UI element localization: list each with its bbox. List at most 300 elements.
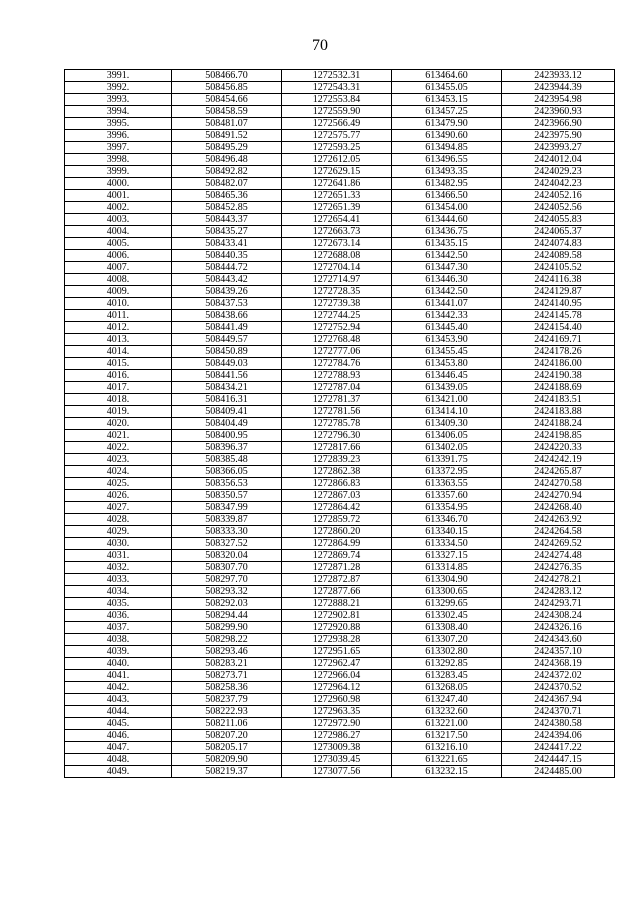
table-row: [65, 562, 615, 574]
x2-coordinate-cell: 613444.60: [392, 214, 502, 226]
y-coordinate-cell: 1272938.28: [282, 634, 392, 646]
x-coordinate-cell: 508294.44: [172, 610, 282, 622]
y2-coordinate-cell: 2424129.87: [502, 286, 615, 298]
x2-coordinate-cell: 613300.65: [392, 586, 502, 598]
x2-coordinate-cell: 613304.90: [392, 574, 502, 586]
y2-coordinate-cell: 2424105.52: [502, 262, 615, 274]
page-number: 70: [312, 37, 328, 54]
x2-coordinate-cell: 613232.15: [392, 766, 502, 778]
x2-coordinate-cell: 613421.00: [392, 394, 502, 406]
point-number-cell: 4033.: [65, 574, 172, 586]
y-coordinate-cell: 1272817.66: [282, 442, 392, 454]
table-row: [65, 670, 615, 682]
y2-coordinate-cell: 2424417.22: [502, 742, 615, 754]
x-coordinate-cell: 508222.93: [172, 706, 282, 718]
x-coordinate-cell: 508450.89: [172, 346, 282, 358]
table-row: [65, 646, 615, 658]
x2-coordinate-cell: 613221.65: [392, 754, 502, 766]
y-coordinate-cell: 1272654.41: [282, 214, 392, 226]
y-coordinate-cell: 1272860.20: [282, 526, 392, 538]
x2-coordinate-cell: 613455.05: [392, 82, 502, 94]
point-number-cell: 4031.: [65, 550, 172, 562]
point-number-cell: 4010.: [65, 298, 172, 310]
y-coordinate-cell: 1272867.03: [282, 490, 392, 502]
point-number-cell: 4020.: [65, 418, 172, 430]
table-row: [65, 142, 615, 154]
y-coordinate-cell: 1272739.38: [282, 298, 392, 310]
table-row: [65, 118, 615, 130]
x2-coordinate-cell: 613436.75: [392, 226, 502, 238]
y-coordinate-cell: 1272777.06: [282, 346, 392, 358]
x2-coordinate-cell: 613453.15: [392, 94, 502, 106]
table-row: [65, 754, 615, 766]
table-row: [65, 502, 615, 514]
x2-coordinate-cell: 613402.05: [392, 442, 502, 454]
point-number-cell: 4046.: [65, 730, 172, 742]
y-coordinate-cell: 1272788.93: [282, 370, 392, 382]
point-number-cell: 3996.: [65, 130, 172, 142]
x-coordinate-cell: 508440.35: [172, 250, 282, 262]
y2-coordinate-cell: 2424269.52: [502, 538, 615, 550]
y-coordinate-cell: 1272641.86: [282, 178, 392, 190]
x2-coordinate-cell: 613446.45: [392, 370, 502, 382]
point-number-cell: 4019.: [65, 406, 172, 418]
point-number-cell: 4003.: [65, 214, 172, 226]
point-number-cell: 4041.: [65, 670, 172, 682]
y-coordinate-cell: 1272986.27: [282, 730, 392, 742]
point-number-cell: 3995.: [65, 118, 172, 130]
y-coordinate-cell: 1272728.35: [282, 286, 392, 298]
y-coordinate-cell: 1272966.04: [282, 670, 392, 682]
x-coordinate-cell: 508205.17: [172, 742, 282, 754]
y2-coordinate-cell: 2424370.52: [502, 682, 615, 694]
x2-coordinate-cell: 613372.95: [392, 466, 502, 478]
table-row: [65, 514, 615, 526]
x-coordinate-cell: 508320.04: [172, 550, 282, 562]
point-number-cell: 4018.: [65, 394, 172, 406]
point-number-cell: 4030.: [65, 538, 172, 550]
point-number-cell: 4028.: [65, 514, 172, 526]
y2-coordinate-cell: 2423954.98: [502, 94, 615, 106]
x2-coordinate-cell: 613409.30: [392, 418, 502, 430]
y2-coordinate-cell: 2424278.21: [502, 574, 615, 586]
table-row: [65, 406, 615, 418]
table-row: [65, 478, 615, 490]
y2-coordinate-cell: 2424116.38: [502, 274, 615, 286]
y-coordinate-cell: 1272787.04: [282, 382, 392, 394]
table-row: [65, 298, 615, 310]
x2-coordinate-cell: 613363.55: [392, 478, 502, 490]
x-coordinate-cell: 508350.57: [172, 490, 282, 502]
x-coordinate-cell: 508444.72: [172, 262, 282, 274]
x2-coordinate-cell: 613327.15: [392, 550, 502, 562]
y2-coordinate-cell: 2424485.00: [502, 766, 615, 778]
x-coordinate-cell: 508435.27: [172, 226, 282, 238]
y-coordinate-cell: 1272553.84: [282, 94, 392, 106]
point-number-cell: 3999.: [65, 166, 172, 178]
y-coordinate-cell: 1272866.83: [282, 478, 392, 490]
y-coordinate-cell: 1272629.15: [282, 166, 392, 178]
point-number-cell: 3991.: [65, 70, 172, 82]
x-coordinate-cell: 508283.21: [172, 658, 282, 670]
y2-coordinate-cell: 2424265.87: [502, 466, 615, 478]
y2-coordinate-cell: 2424052.56: [502, 202, 615, 214]
y-coordinate-cell: 1272963.35: [282, 706, 392, 718]
x-coordinate-cell: 508456.85: [172, 82, 282, 94]
point-number-cell: 4027.: [65, 502, 172, 514]
point-number-cell: 4021.: [65, 430, 172, 442]
y-coordinate-cell: 1272688.08: [282, 250, 392, 262]
y2-coordinate-cell: 2423944.39: [502, 82, 615, 94]
y2-coordinate-cell: 2424270.58: [502, 478, 615, 490]
y2-coordinate-cell: 2424052.16: [502, 190, 615, 202]
x-coordinate-cell: 508366.05: [172, 466, 282, 478]
table-row: [65, 154, 615, 166]
y2-coordinate-cell: 2424394.06: [502, 730, 615, 742]
point-number-cell: 4032.: [65, 562, 172, 574]
y-coordinate-cell: 1272559.90: [282, 106, 392, 118]
x-coordinate-cell: 508482.07: [172, 178, 282, 190]
y-coordinate-cell: 1272651.33: [282, 190, 392, 202]
x2-coordinate-cell: 613283.45: [392, 670, 502, 682]
y-coordinate-cell: 1272888.21: [282, 598, 392, 610]
table-row: [65, 538, 615, 550]
y2-coordinate-cell: 2424074.83: [502, 238, 615, 250]
x-coordinate-cell: 508237.79: [172, 694, 282, 706]
table-row: [65, 442, 615, 454]
point-number-cell: 4004.: [65, 226, 172, 238]
x-coordinate-cell: 508396.37: [172, 442, 282, 454]
x-coordinate-cell: 508481.07: [172, 118, 282, 130]
x2-coordinate-cell: 613445.40: [392, 322, 502, 334]
point-number-cell: 4005.: [65, 238, 172, 250]
y-coordinate-cell: 1272862.38: [282, 466, 392, 478]
x-coordinate-cell: 508293.32: [172, 586, 282, 598]
y2-coordinate-cell: 2424188.24: [502, 418, 615, 430]
point-number-cell: 4009.: [65, 286, 172, 298]
y2-coordinate-cell: 2423993.27: [502, 142, 615, 154]
x2-coordinate-cell: 613453.90: [392, 334, 502, 346]
x-coordinate-cell: 508443.42: [172, 274, 282, 286]
x2-coordinate-cell: 613247.40: [392, 694, 502, 706]
x-coordinate-cell: 508292.03: [172, 598, 282, 610]
point-number-cell: 4042.: [65, 682, 172, 694]
point-number-cell: 4038.: [65, 634, 172, 646]
table-row: [65, 730, 615, 742]
x-coordinate-cell: 508491.52: [172, 130, 282, 142]
point-number-cell: 4007.: [65, 262, 172, 274]
x2-coordinate-cell: 613391.75: [392, 454, 502, 466]
point-number-cell: 4045.: [65, 718, 172, 730]
y-coordinate-cell: 1272663.73: [282, 226, 392, 238]
table-row: [65, 226, 615, 238]
point-number-cell: 4006.: [65, 250, 172, 262]
x2-coordinate-cell: 613268.05: [392, 682, 502, 694]
y-coordinate-cell: 1272872.87: [282, 574, 392, 586]
x-coordinate-cell: 508449.57: [172, 334, 282, 346]
x-coordinate-cell: 508433.41: [172, 238, 282, 250]
y-coordinate-cell: 1272673.14: [282, 238, 392, 250]
x2-coordinate-cell: 613493.35: [392, 166, 502, 178]
x-coordinate-cell: 508496.48: [172, 154, 282, 166]
y2-coordinate-cell: 2424183.88: [502, 406, 615, 418]
y-coordinate-cell: 1272566.49: [282, 118, 392, 130]
x-coordinate-cell: 508207.20: [172, 730, 282, 742]
x2-coordinate-cell: 613435.15: [392, 238, 502, 250]
y2-coordinate-cell: 2424220.33: [502, 442, 615, 454]
y2-coordinate-cell: 2424264.58: [502, 526, 615, 538]
y-coordinate-cell: 1272839.23: [282, 454, 392, 466]
x-coordinate-cell: 508409.41: [172, 406, 282, 418]
point-number-cell: 4002.: [65, 202, 172, 214]
table-row: [65, 358, 615, 370]
y2-coordinate-cell: 2424242.19: [502, 454, 615, 466]
y-coordinate-cell: 1272752.94: [282, 322, 392, 334]
x2-coordinate-cell: 613340.15: [392, 526, 502, 538]
y2-coordinate-cell: 2424380.58: [502, 718, 615, 730]
y-coordinate-cell: 1272864.42: [282, 502, 392, 514]
y2-coordinate-cell: 2424263.92: [502, 514, 615, 526]
x-coordinate-cell: 508466.70: [172, 70, 282, 82]
table-row: [65, 550, 615, 562]
y-coordinate-cell: 1272781.37: [282, 394, 392, 406]
x-coordinate-cell: 508333.30: [172, 526, 282, 538]
y2-coordinate-cell: 2424308.24: [502, 610, 615, 622]
x2-coordinate-cell: 613292.85: [392, 658, 502, 670]
x2-coordinate-cell: 613442.33: [392, 310, 502, 322]
y2-coordinate-cell: 2424178.26: [502, 346, 615, 358]
x-coordinate-cell: 508439.26: [172, 286, 282, 298]
y-coordinate-cell: 1272869.74: [282, 550, 392, 562]
table-row: [65, 658, 615, 670]
y-coordinate-cell: 1272651.39: [282, 202, 392, 214]
point-number-cell: 4047.: [65, 742, 172, 754]
y2-coordinate-cell: 2424293.71: [502, 598, 615, 610]
table-row: [65, 202, 615, 214]
table-row: [65, 574, 615, 586]
table-row: [65, 742, 615, 754]
point-number-cell: 4014.: [65, 346, 172, 358]
x-coordinate-cell: 508495.29: [172, 142, 282, 154]
x-coordinate-cell: 508273.71: [172, 670, 282, 682]
point-number-cell: 4012.: [65, 322, 172, 334]
table-row: [65, 418, 615, 430]
y2-coordinate-cell: 2424089.58: [502, 250, 615, 262]
x2-coordinate-cell: 613457.25: [392, 106, 502, 118]
y-coordinate-cell: 1272877.66: [282, 586, 392, 598]
y2-coordinate-cell: 2424343.60: [502, 634, 615, 646]
table-row: [65, 586, 615, 598]
point-number-cell: 4040.: [65, 658, 172, 670]
y-coordinate-cell: 1273009.38: [282, 742, 392, 754]
point-number-cell: 4037.: [65, 622, 172, 634]
y-coordinate-cell: 1272951.65: [282, 646, 392, 658]
table-row: [65, 82, 615, 94]
x-coordinate-cell: 508293.46: [172, 646, 282, 658]
y2-coordinate-cell: 2423933.12: [502, 70, 615, 82]
y2-coordinate-cell: 2424012.04: [502, 154, 615, 166]
x-coordinate-cell: 508297.70: [172, 574, 282, 586]
x-coordinate-cell: 508307.70: [172, 562, 282, 574]
y2-coordinate-cell: 2424186.00: [502, 358, 615, 370]
y2-coordinate-cell: 2424169.71: [502, 334, 615, 346]
x2-coordinate-cell: 613496.55: [392, 154, 502, 166]
x2-coordinate-cell: 613479.90: [392, 118, 502, 130]
y-coordinate-cell: 1272704.14: [282, 262, 392, 274]
y2-coordinate-cell: 2423975.90: [502, 130, 615, 142]
y2-coordinate-cell: 2424055.83: [502, 214, 615, 226]
table-row: [65, 694, 615, 706]
table-row: [65, 766, 615, 778]
table-row: [65, 94, 615, 106]
x2-coordinate-cell: 613442.50: [392, 286, 502, 298]
y2-coordinate-cell: 2424190.38: [502, 370, 615, 382]
point-number-cell: 4015.: [65, 358, 172, 370]
x2-coordinate-cell: 613232.60: [392, 706, 502, 718]
point-number-cell: 4048.: [65, 754, 172, 766]
y2-coordinate-cell: 2424145.78: [502, 310, 615, 322]
table-row: [65, 250, 615, 262]
y-coordinate-cell: 1272960.98: [282, 694, 392, 706]
point-number-cell: 4008.: [65, 274, 172, 286]
y2-coordinate-cell: 2424283.12: [502, 586, 615, 598]
x-coordinate-cell: 508347.99: [172, 502, 282, 514]
y2-coordinate-cell: 2424326.16: [502, 622, 615, 634]
point-number-cell: 4044.: [65, 706, 172, 718]
table-row: [65, 634, 615, 646]
table-row: [65, 166, 615, 178]
point-number-cell: 4017.: [65, 382, 172, 394]
table-row: [65, 274, 615, 286]
y2-coordinate-cell: 2424367.94: [502, 694, 615, 706]
y-coordinate-cell: 1272972.90: [282, 718, 392, 730]
y-coordinate-cell: 1272575.77: [282, 130, 392, 142]
point-number-cell: 3997.: [65, 142, 172, 154]
y-coordinate-cell: 1272785.78: [282, 418, 392, 430]
y-coordinate-cell: 1272859.72: [282, 514, 392, 526]
x2-coordinate-cell: 613464.60: [392, 70, 502, 82]
y2-coordinate-cell: 2424140.95: [502, 298, 615, 310]
point-number-cell: 4000.: [65, 178, 172, 190]
x-coordinate-cell: 508400.95: [172, 430, 282, 442]
x-coordinate-cell: 508434.21: [172, 382, 282, 394]
coordinates-table-body: [65, 70, 615, 778]
y-coordinate-cell: 1272864.99: [282, 538, 392, 550]
point-number-cell: 3992.: [65, 82, 172, 94]
point-number-cell: 4036.: [65, 610, 172, 622]
y2-coordinate-cell: 2424154.40: [502, 322, 615, 334]
x-coordinate-cell: 508449.03: [172, 358, 282, 370]
y-coordinate-cell: 1272902.81: [282, 610, 392, 622]
x2-coordinate-cell: 613334.50: [392, 538, 502, 550]
y-coordinate-cell: 1273039.45: [282, 754, 392, 766]
x2-coordinate-cell: 613216.10: [392, 742, 502, 754]
x2-coordinate-cell: 613490.60: [392, 130, 502, 142]
x2-coordinate-cell: 613357.60: [392, 490, 502, 502]
table-row: [65, 238, 615, 250]
x2-coordinate-cell: 613217.50: [392, 730, 502, 742]
point-number-cell: 4001.: [65, 190, 172, 202]
y-coordinate-cell: 1272543.31: [282, 82, 392, 94]
table-row: [65, 622, 615, 634]
x2-coordinate-cell: 613346.70: [392, 514, 502, 526]
table-row: [65, 286, 615, 298]
y-coordinate-cell: 1272962.47: [282, 658, 392, 670]
y-coordinate-cell: 1272532.31: [282, 70, 392, 82]
table-row: [65, 490, 615, 502]
y2-coordinate-cell: 2423966.90: [502, 118, 615, 130]
x2-coordinate-cell: 613302.45: [392, 610, 502, 622]
x2-coordinate-cell: 613454.00: [392, 202, 502, 214]
x2-coordinate-cell: 613354.95: [392, 502, 502, 514]
y-coordinate-cell: 1272781.56: [282, 406, 392, 418]
x2-coordinate-cell: 613442.50: [392, 250, 502, 262]
y-coordinate-cell: 1272796.30: [282, 430, 392, 442]
y2-coordinate-cell: 2424276.35: [502, 562, 615, 574]
x2-coordinate-cell: 613307.20: [392, 634, 502, 646]
table-row: [65, 466, 615, 478]
x2-coordinate-cell: 613299.65: [392, 598, 502, 610]
y-coordinate-cell: 1272714.97: [282, 274, 392, 286]
x-coordinate-cell: 508299.90: [172, 622, 282, 634]
point-number-cell: 4011.: [65, 310, 172, 322]
y2-coordinate-cell: 2424065.37: [502, 226, 615, 238]
table-row: [65, 610, 615, 622]
x2-coordinate-cell: 613439.05: [392, 382, 502, 394]
x2-coordinate-cell: 613455.45: [392, 346, 502, 358]
y2-coordinate-cell: 2424268.40: [502, 502, 615, 514]
table-row: [65, 346, 615, 358]
point-number-cell: 4013.: [65, 334, 172, 346]
x-coordinate-cell: 508437.53: [172, 298, 282, 310]
table-row: [65, 430, 615, 442]
y2-coordinate-cell: 2424042.23: [502, 178, 615, 190]
point-number-cell: 3993.: [65, 94, 172, 106]
point-number-cell: 4049.: [65, 766, 172, 778]
point-number-cell: 4026.: [65, 490, 172, 502]
x-coordinate-cell: 508458.59: [172, 106, 282, 118]
y2-coordinate-cell: 2424368.19: [502, 658, 615, 670]
table-row: [65, 682, 615, 694]
point-number-cell: 4029.: [65, 526, 172, 538]
table-row: [65, 322, 615, 334]
y2-coordinate-cell: 2424370.71: [502, 706, 615, 718]
point-number-cell: 4035.: [65, 598, 172, 610]
x2-coordinate-cell: 613482.95: [392, 178, 502, 190]
point-number-cell: 3994.: [65, 106, 172, 118]
point-number-cell: 4022.: [65, 442, 172, 454]
x-coordinate-cell: 508416.31: [172, 394, 282, 406]
y2-coordinate-cell: 2424274.48: [502, 550, 615, 562]
x2-coordinate-cell: 613466.50: [392, 190, 502, 202]
point-number-cell: 4039.: [65, 646, 172, 658]
y-coordinate-cell: 1272612.05: [282, 154, 392, 166]
x2-coordinate-cell: 613441.07: [392, 298, 502, 310]
x-coordinate-cell: 508339.87: [172, 514, 282, 526]
x2-coordinate-cell: 613447.30: [392, 262, 502, 274]
y2-coordinate-cell: 2424270.94: [502, 490, 615, 502]
x-coordinate-cell: 508356.53: [172, 478, 282, 490]
x-coordinate-cell: 508452.85: [172, 202, 282, 214]
y-coordinate-cell: 1272871.28: [282, 562, 392, 574]
point-number-cell: 4024.: [65, 466, 172, 478]
x-coordinate-cell: 508404.49: [172, 418, 282, 430]
point-number-cell: 4016.: [65, 370, 172, 382]
y-coordinate-cell: 1272744.25: [282, 310, 392, 322]
x-coordinate-cell: 508441.49: [172, 322, 282, 334]
point-number-cell: 3998.: [65, 154, 172, 166]
x-coordinate-cell: 508209.90: [172, 754, 282, 766]
